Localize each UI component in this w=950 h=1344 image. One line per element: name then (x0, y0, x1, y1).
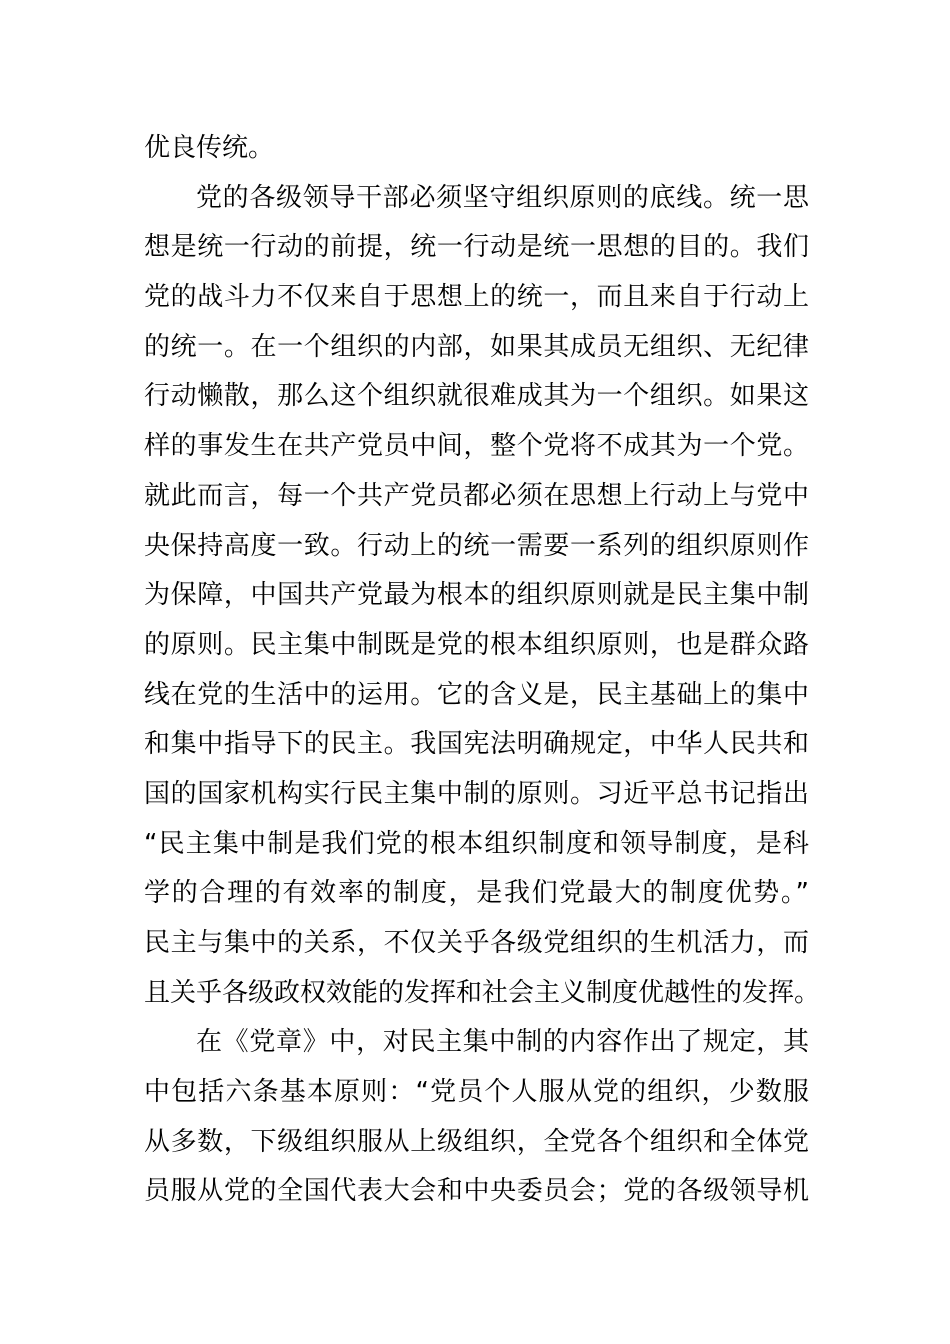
text-line: “民主集中制是我们党的根本组织制度和领导制度，是科 (144, 828, 809, 859)
text-line: 的统一。在一个组织的内部，如果其成员无组织、无纪律 (144, 331, 809, 362)
text-line: 线在党的生活中的运用。它的含义是，民主基础上的集中 (144, 679, 809, 710)
text-line: 为保障，中国共产党最为根本的组织原则就是民主集中制 (144, 580, 809, 611)
text-line: 行动懒散，那么这个组织就很难成其为一个组织。如果这 (144, 381, 809, 412)
text-line: 想是统一行动的前提，统一行动是统一思想的目的。我们 (144, 232, 809, 263)
text-line: 党的战斗力不仅来自于思想上的统一，而且来自于行动上 (144, 282, 809, 313)
text-line: 样的事发生在共产党员中间，整个党将不成其为一个党。 (144, 431, 809, 462)
body-text (144, 124, 821, 1217)
text-line: 中包括六条基本原则：“党员个人服从党的组织，少数服 (144, 1077, 809, 1108)
text-line: 就此而言，每一个共产党员都必须在思想上行动上与党中 (144, 480, 809, 511)
text-line: 国的国家机构实行民主集中制的原则。习近平总书记指出 (144, 778, 809, 809)
text-line: 的原则。民主集中制既是党的根本组织原则，也是群众路 (144, 629, 809, 660)
text-line: 央保持高度一致。行动上的统一需要一系列的组织原则作 (144, 530, 809, 561)
text-line: 员服从党的全国代表大会和中央委员会；党的各级领导机 (144, 1176, 809, 1207)
text-line: 党的各级领导干部必须坚守组织原则的底线。统一思 (196, 182, 809, 213)
text-line: 且关乎各级政权效能的发挥和社会主义制度优越性的发挥。 (144, 977, 821, 1008)
text-line: 从多数，下级组织服从上级组织，全党各个组织和全体党 (144, 1126, 809, 1157)
text-line: 学的合理的有效率的制度，是我们党最大的制度优势。” (144, 878, 809, 909)
text-line: 和集中指导下的民主。我国宪法明确规定，中华人民共和 (144, 729, 809, 760)
text-line: 在《党章》中，对民主集中制的内容作出了规定，其 (196, 1027, 809, 1058)
text-line: 优良传统。 (144, 133, 275, 163)
text-line: 民主与集中的关系，不仅关乎各级党组织的生机活力，而 (144, 928, 809, 958)
